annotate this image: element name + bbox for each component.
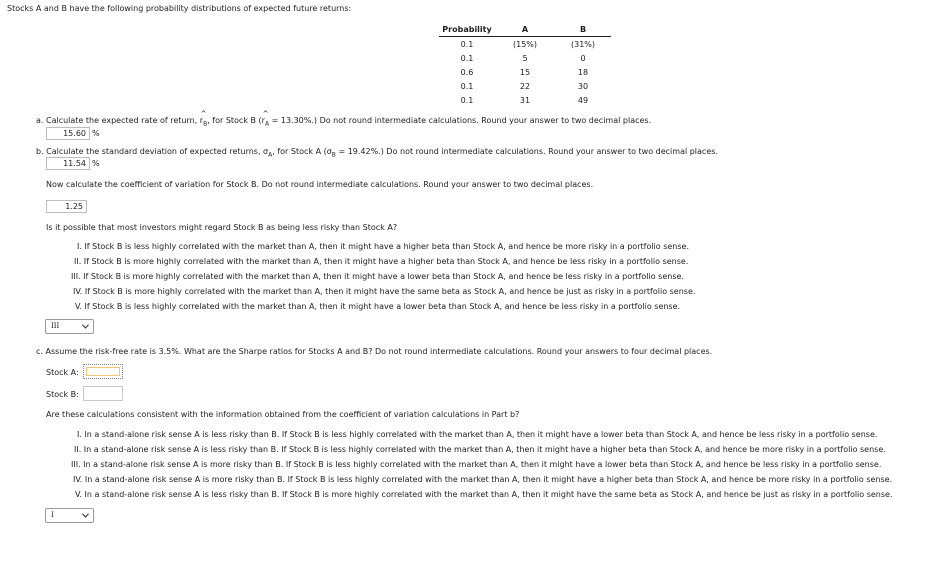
- list-item: III. If Stock B is more highly correlated with the market than A, then it might have a lower beta than Stock A, and hence be less risky in a portfolio sense.: [71, 272, 684, 281]
- list-item: V. If Stock B is less highly correlated with the market than A, then it might have a lower beta than Stock A, and hence be less risky in a portfolio sense.: [75, 302, 681, 311]
- percent-unit: %: [92, 129, 100, 138]
- table-cell: 0.1: [460, 95, 474, 105]
- table-cell: (31%): [570, 39, 596, 49]
- stock-a-label: Stock A:: [46, 368, 79, 377]
- table-header-b: B: [579, 24, 587, 34]
- list-item: II. If Stock B is more highly correlated with the market than A, then it might have a higher beta than Stock A, and hence be less risky in a portfolio sense.: [74, 257, 689, 266]
- part-c-question: c. Assume the risk-free rate is 3.5%. What are the Sharpe ratios for Stocks A and B? Do not round intermediate calculations. Round your answers to four decimal places.: [36, 347, 713, 356]
- r-hat-symbol: ^ r: [200, 116, 203, 125]
- percent-unit: %: [92, 159, 100, 168]
- stock-b-label: Stock B:: [46, 390, 79, 399]
- consistent-answer-select[interactable]: [45, 508, 94, 523]
- intro-text: Stocks A and B have the following probability distributions of expected future returns:: [7, 4, 352, 13]
- table-cell: 18: [577, 67, 589, 77]
- riskier-question: Is it possible that most investors might regard Stock B as being less risky than Stock A?: [46, 223, 398, 232]
- table-cell: 22: [519, 81, 531, 91]
- consistent-question: Are these calculations consistent with the information obtained from the coefficient of variation calculations in Part b?: [46, 410, 520, 419]
- list-item: III. In a stand-alone risk sense A is more risky than B. If Stock B is less highly correlated with the market than A, then it might have a lower beta than Stock A, and hence be less risky in a portfolio sense.: [71, 460, 882, 469]
- part-b-question: b. Calculate the standard deviation of expected returns, $\sigma_A$, for Stock A $(\sigma_B = 19.42\%.)$ Do not round intermediate calculations. Round your answer to two decimal places.: [36, 147, 718, 159]
- list-item: I. In a stand-alone risk sense A is less risky than B. If Stock B is less highly correlated with the market than A, then it might have a lower beta than Stock A, and hence be less risky in a portfolio sense.: [77, 430, 878, 439]
- table-cell: 0: [580, 53, 586, 63]
- table-cell: 0.6: [460, 67, 474, 77]
- std-dev-a-input[interactable]: 11.54: [46, 157, 90, 170]
- list-item: I. If Stock B is less highly correlated with the market than A, then it might have a higher beta than Stock A, and hence be more risky in a portfolio sense.: [77, 242, 690, 251]
- table-row: [439, 65, 611, 79]
- r-hat-symbol: ^ r: [262, 116, 265, 125]
- probability-table: [439, 22, 611, 107]
- table-cell: 15: [519, 67, 531, 77]
- table-cell: 5: [522, 53, 528, 63]
- selected-value: I: [51, 511, 54, 519]
- list-item: V. In a stand-alone risk sense A is less risky than B. If Stock B is more highly correlated with the market than A, then it might have the same beta as Stock A, and hence be just as risky in a portfolio sense.: [75, 490, 893, 499]
- table-cell: 0.1: [460, 81, 474, 91]
- table-cell: 31: [519, 95, 531, 105]
- cv-b-input[interactable]: 1.25: [46, 200, 87, 213]
- table-header-a: A: [521, 24, 529, 34]
- sharpe-b-input[interactable]: [83, 386, 123, 401]
- table-row: [439, 51, 611, 65]
- part-a-question: a. Calculate the expected rate of return, ^ $r_B$, for Stock B (^ $r_A = 13.30\%$.) Do not round intermediate calculations. Round your answer to two decimal places.: [36, 116, 651, 128]
- table-cell: (15%): [512, 39, 538, 49]
- cv-prompt: Now calculate the coefficient of variation for Stock B. Do not round intermediate calculations. Round your answer to two decimal places.: [46, 180, 594, 189]
- table-header-row: [439, 22, 611, 37]
- chevron-down-icon: [82, 513, 89, 518]
- expected-return-b-input[interactable]: 15.60: [46, 127, 90, 140]
- list-item: II. In a stand-alone risk sense A is less risky than B. If Stock B is less highly correlated with the market than A, then it might have a higher beta than Stock A, and hence be more risky in a portfolio sense.: [74, 445, 886, 454]
- table-cell: 0.1: [460, 53, 474, 63]
- chevron-down-icon: [82, 324, 89, 329]
- table-row: [439, 93, 611, 107]
- table-cell: 0.1: [460, 39, 474, 49]
- sharpe-a-input[interactable]: [83, 364, 123, 379]
- riskier-answer-select[interactable]: [45, 319, 94, 334]
- table-cell: 49: [577, 95, 589, 105]
- table-header-probability: Probability: [442, 24, 492, 34]
- selected-value: III: [51, 322, 60, 330]
- table-row: [439, 79, 611, 93]
- list-item: IV. In a stand-alone risk sense A is more risky than B. If Stock B is less highly correlated with the market than A, then it might have a higher beta than Stock A, and hence be more risky in a portfolio sense.: [73, 475, 893, 484]
- table-row: [439, 37, 611, 52]
- list-item: IV. If Stock B is more highly correlated with the market than A, then it might have the same beta as Stock A, and hence be just as risky in a portfolio sense.: [73, 287, 696, 296]
- table-cell: 30: [577, 81, 589, 91]
